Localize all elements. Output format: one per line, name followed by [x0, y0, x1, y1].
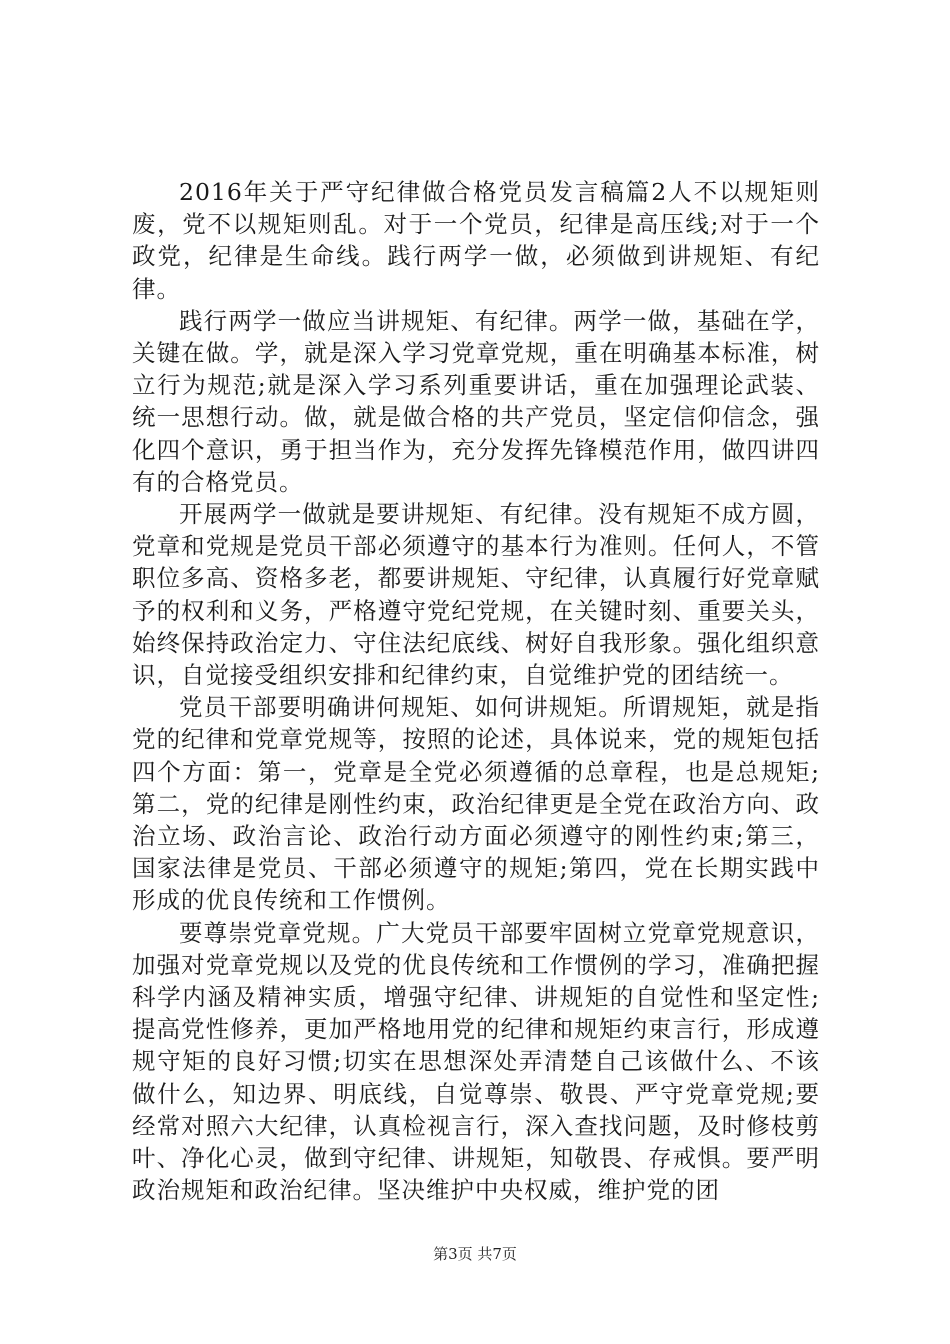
paragraph-4: 党员干部要明确讲何规矩、如何讲规矩。所谓规矩，就是指党的纪律和党章党规等，按照的论述，具体说来，党的规矩包括四个方面：第一，党章是全党必须遵循的总章程，也是总规矩;第二，党的纪律是刚性约束，政治纪律更是全党在政治方向、政治立场、政治言论、政治行动方面必须遵守的刚性约束;第三，国家法律是党员、干部必须遵守的规矩;第四，党在长期实践中形成的优良传统和工作惯例。 — [132, 693, 820, 915]
document-body — [132, 176, 820, 1207]
paragraph-1: 2016年关于严守纪律做合格党员发言稿篇2人不以规矩则废，党不以规矩则乱。对于一个党员，纪律是高压线;对于一个政党，纪律是生命线。践行两学一做，必须做到讲规矩、有纪律。 — [132, 178, 820, 303]
page-number-footer: 第3页 共7页 — [433, 1245, 517, 1263]
paragraph-2: 践行两学一做应当讲规矩、有纪律。两学一做，基础在学，关键在做。学，就是深入学习党章党规，重在明确基本标准，树立行为规范;就是深入学习系列重要讲话，重在加强理论武装、统一思想行动。做，就是做合格的共产党员，坚定信仰信念，强化四个意识，勇于担当作为，充分发挥先锋模范作用，做四讲四有的合格党员。 — [132, 306, 820, 496]
paragraph-5: 要尊崇党章党规。广大党员干部要牢固树立党章党规意识，加强对党章党规以及党的优良传统和工作惯例的学习，准确把握科学内涵及精神实质，增强守纪律、讲规矩的自觉性和坚定性;提高党性修养，更加严格地用党的纪律和规矩约束言行，形成遵规守矩的良好习惯;切实在思想深处弄清楚自己该做什么、不该做什么，知边界、明底线，自觉尊崇、敬畏、严守党章党规;要经常对照六大纪律，认真检视言行，深入查找问题，及时修枝剪叶、净化心灵，做到守纪律、讲规矩，知敬畏、存戒惧。要严明政治规矩和政治纪律。坚决维护中央权威，维护党的团 — [132, 918, 820, 1205]
paragraph-3: 开展两学一做就是要讲规矩、有纪律。没有规矩不成方圆，党章和党规是党员干部必须遵守的基本行为准则。任何人，不管职位多高、资格多老，都要讲规矩、守纪律，认真履行好党章赋予的权利和义务，严格遵守党纪党规，在关键时刻、重要关头，始终保持政治定力、守住法纪底线、树好自我形象。强化组织意识，自觉接受组织安排和纪律约束，自觉维护党的团结统一。 — [132, 500, 820, 690]
